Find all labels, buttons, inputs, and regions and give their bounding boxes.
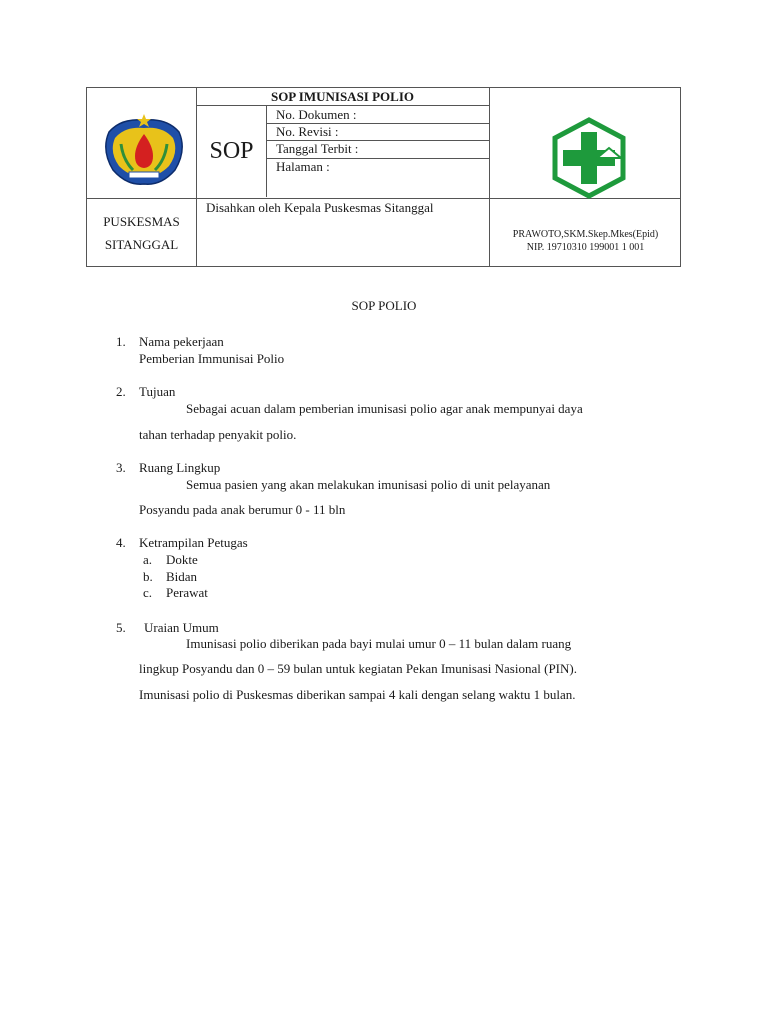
sop-title: SOP IMUNISASI POLIO [270,89,415,104]
doc-number-label: No. Dokumen : [276,107,357,122]
signer-name: PRAWOTO,SKM.Skep.Mkes(Epid) [512,229,659,240]
list-item-letter: b. [143,569,153,584]
section-number: 4. [116,535,126,550]
approval-text: Disahkan oleh Kepala Puskesmas Sitanggal [206,200,434,215]
table-divider [266,105,267,197]
section-heading: Ruang Lingkup [139,460,221,475]
section-text: lingkup Posyandu dan 0 – 59 bulan untuk kegiatan Pekan Imunisasi Nasional (PIN). [139,661,577,676]
publish-date-label: Tanggal Terbit : [276,141,359,156]
list-item: Perawat [166,585,208,600]
section-text: Posyandu pada anak berumur 0 - 11 bln [139,502,346,517]
section-heading: Tujuan [139,384,176,399]
section-number: 5. [116,620,126,635]
table-divider [196,105,489,106]
table-divider [196,88,197,266]
signer-nip: NIP. 19710310 199001 1 001 [526,242,645,253]
section-number: 1. [116,334,126,349]
section-heading: Nama pekerjaan [139,334,224,349]
regional-emblem-logo [101,110,187,190]
org-name-line1: PUSKESMAS [103,214,180,229]
section-text: Sebagai acuan dalam pemberian imunisasi polio agar anak mempunyai daya [186,401,583,416]
document-title: SOP POLIO [351,298,417,313]
org-name-line2: SITANGGAL [104,237,179,252]
list-item-letter: c. [143,585,153,600]
revision-label: No. Revisi : [276,124,339,139]
sop-header-table [86,87,681,267]
section-text: tahan terhadap penyakit polio. [139,427,297,442]
health-cross-logo [547,116,631,200]
list-item: Bidan [166,569,198,584]
section-text: Imunisasi polio diberikan pada bayi mulai umur 0 – 11 bulan dalam ruang [186,636,572,651]
section-heading: Ketrampilan Petugas [139,535,248,550]
section-text: Semua pasien yang akan melakukan imunisasi polio di unit pelayanan [186,477,551,492]
section-text: Imunisasi polio di Puskesmas diberikan sampai 4 kali dengan selang waktu 1 bulan. [139,687,576,702]
sop-label: SOP [209,138,254,164]
section-heading: Uraian Umum [144,620,219,635]
section-number: 3. [116,460,126,475]
list-item: Dokte [166,552,198,567]
section-text: Pemberian Immunisai Polio [139,351,285,366]
page-label: Halaman : [276,159,330,174]
section-number: 2. [116,384,126,399]
list-item-letter: a. [143,552,153,567]
